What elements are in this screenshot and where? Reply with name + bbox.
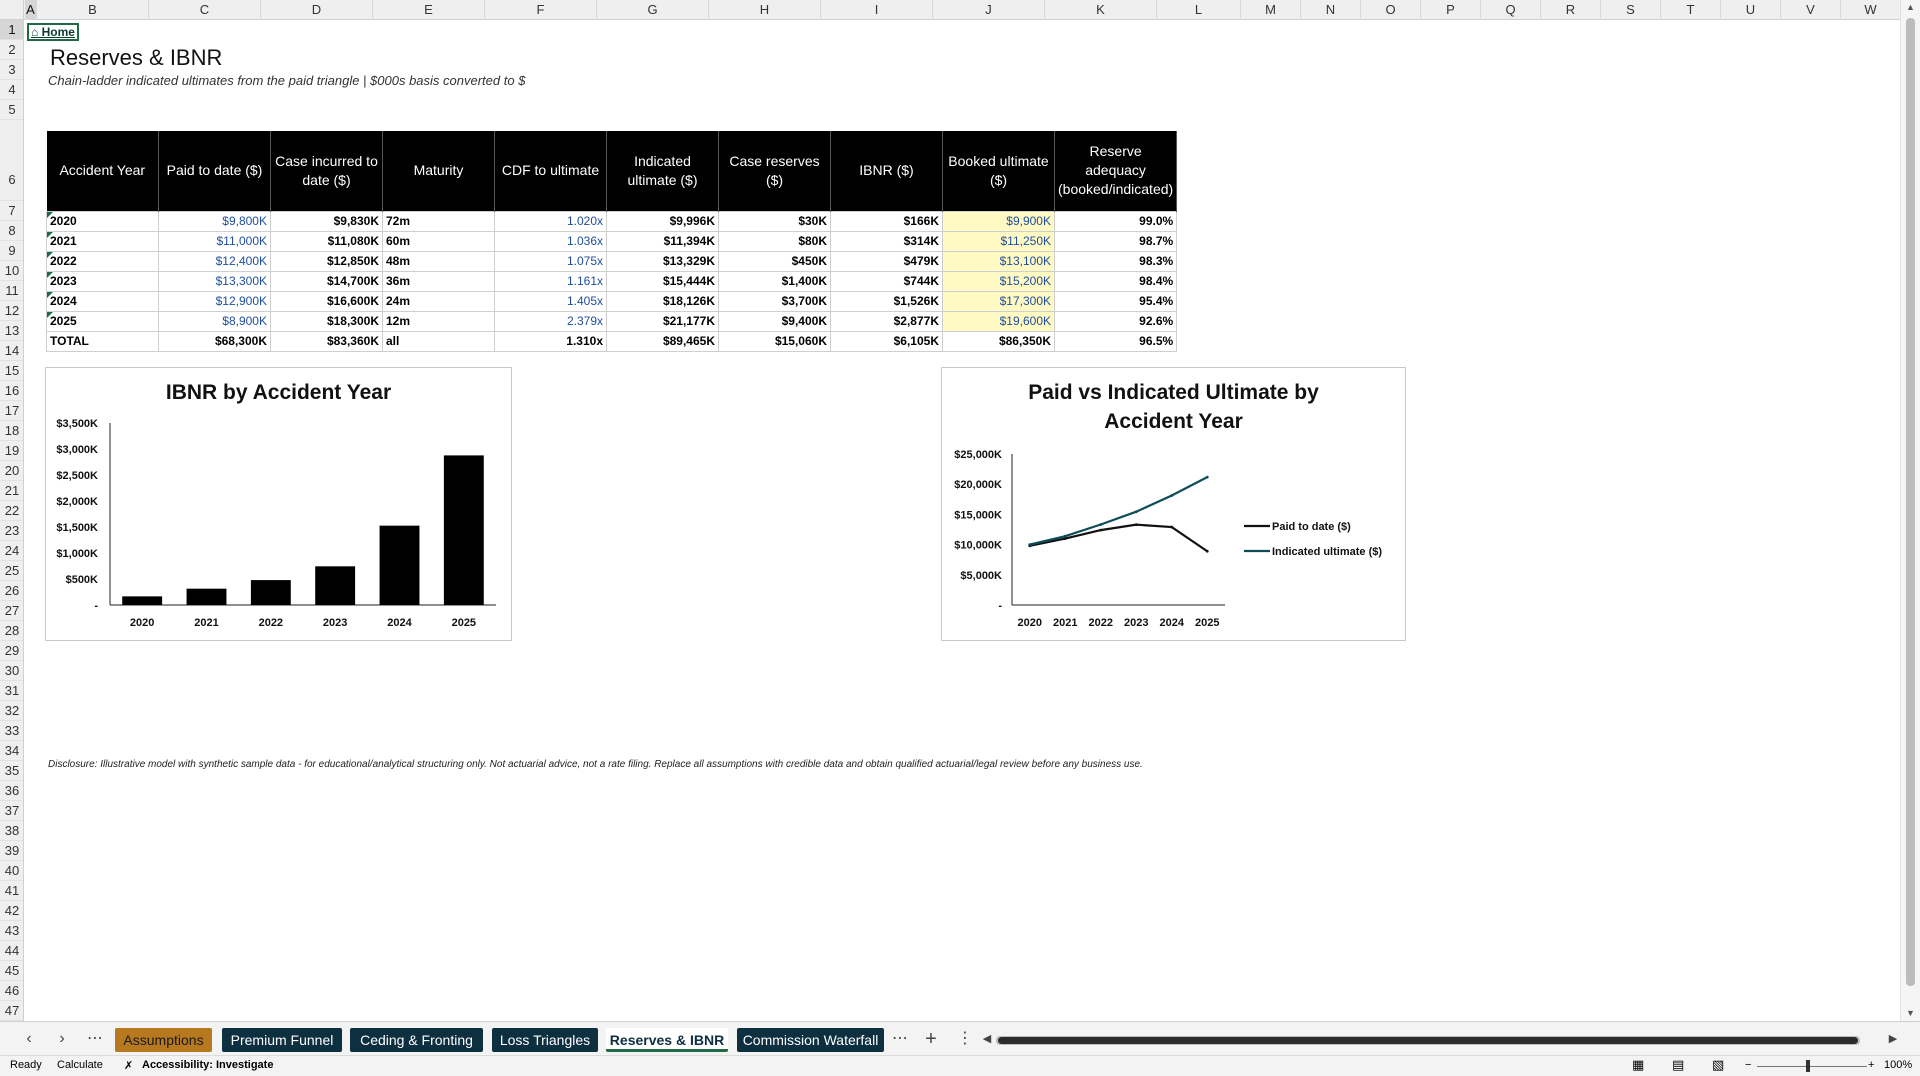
column-header[interactable]: R [1541, 0, 1601, 20]
table-cell[interactable]: 1.075x [495, 251, 607, 271]
more-sheets-icon[interactable]: ⋯ [87, 1030, 103, 1047]
row-header[interactable]: 1 [0, 20, 24, 40]
table-cell[interactable]: $11,000K [159, 231, 271, 251]
row-header[interactable]: 3 [0, 60, 24, 80]
y-tick-label: $1,000K [56, 548, 98, 560]
bar-2020 [122, 596, 162, 605]
scroll-left-icon[interactable]: ◀ [982, 1033, 992, 1045]
row-header[interactable]: 40 [0, 861, 24, 881]
tab-reserves-ibnr[interactable]: Reserves & IBNR [606, 1028, 728, 1052]
series-line-1 [1030, 477, 1208, 545]
column-header[interactable]: E [373, 0, 485, 20]
row-header[interactable]: 23 [0, 521, 24, 541]
table-cell[interactable]: 72m [383, 211, 495, 231]
column-heading: Accident Year [47, 131, 159, 211]
sheet-grid[interactable] [25, 21, 1900, 1021]
table-cell[interactable]: $9,800K [159, 211, 271, 231]
column-header[interactable]: O [1361, 0, 1421, 20]
table-cell[interactable]: $744K [831, 271, 943, 291]
table-cell[interactable]: 48m [383, 251, 495, 271]
column-header[interactable]: C [149, 0, 261, 20]
column-header[interactable]: J [933, 0, 1045, 20]
chart-title: Paid vs Indicated Ultimate by Accident Year [1028, 381, 1319, 433]
table-cell[interactable]: $13,329K [607, 251, 719, 271]
table-cell[interactable]: $15,200K [943, 271, 1055, 291]
table-cell[interactable]: 99.0% [1055, 211, 1177, 231]
table-header-row [47, 131, 1177, 211]
column-heading: Indicated ultimate ($) [607, 131, 719, 211]
row-header[interactable]: 11 [0, 281, 24, 301]
table-row [47, 291, 1177, 311]
tab-options-icon[interactable]: ⋮ [957, 1030, 973, 1047]
tab-premium-funnel[interactable]: Premium Funnel [222, 1028, 342, 1052]
row-header[interactable]: 6 [0, 120, 24, 201]
zoom-out-icon[interactable]: − [1745, 1059, 1752, 1071]
table-cell[interactable]: $13,300K [159, 271, 271, 291]
x-tick-label: 2025 [451, 617, 477, 629]
column-heading: CDF to ultimate [495, 131, 607, 211]
bar-2025 [444, 455, 484, 605]
table-cell[interactable]: $11,394K [607, 231, 719, 251]
sheet-tab-bar [0, 1021, 1920, 1055]
table-cell[interactable]: $1,526K [831, 291, 943, 311]
column-header[interactable]: P [1421, 0, 1481, 20]
accessibility-status[interactable]: Accessibility: Investigate [142, 1059, 274, 1071]
paid-vs-ultimate-line-plot [942, 368, 1407, 642]
row-header[interactable]: 26 [0, 581, 24, 601]
zoom-in-icon[interactable]: + [1868, 1059, 1875, 1071]
y-tick-label: $10,000K [954, 539, 1002, 552]
column-header[interactable]: S [1601, 0, 1661, 20]
column-heading: IBNR ($) [831, 131, 943, 211]
y-tick-label: - [94, 600, 98, 612]
x-tick-label: 2022 [258, 617, 284, 629]
row-header[interactable]: 19 [0, 441, 24, 461]
row-header[interactable]: 13 [0, 321, 24, 341]
row-header[interactable]: 37 [0, 801, 24, 821]
row-header[interactable]: 21 [0, 481, 24, 501]
table-cell[interactable]: $11,250K [943, 231, 1055, 251]
table-cell[interactable]: 2025 [47, 311, 159, 331]
bar-2022 [251, 580, 291, 605]
table-cell[interactable]: $9,996K [607, 211, 719, 231]
column-header[interactable]: F [485, 0, 597, 20]
table-cell[interactable]: $17,300K [943, 291, 1055, 311]
row-header[interactable]: 38 [0, 821, 24, 841]
x-tick-label: 2024 [387, 617, 412, 629]
row-header[interactable]: 32 [0, 701, 24, 721]
y-tick-label: $3,500K [56, 418, 98, 430]
row-header[interactable]: 22 [0, 501, 24, 521]
row-header[interactable]: 12 [0, 301, 24, 321]
add-sheet-icon[interactable]: + [925, 1028, 937, 1050]
series-point [1099, 523, 1102, 526]
status-bar [0, 1055, 1920, 1076]
series-point [1099, 529, 1102, 532]
table-cell[interactable]: 95.4% [1055, 291, 1177, 311]
total-cell[interactable]: $6,105K [831, 331, 943, 351]
y-tick-label: $5,000K [960, 569, 1002, 582]
table-cell[interactable]: $30K [719, 211, 831, 231]
vertical-scrollbar[interactable] [1900, 0, 1920, 1021]
chart-title: IBNR by Accident Year [165, 381, 392, 404]
row-header[interactable]: 41 [0, 881, 24, 901]
total-cell[interactable]: $15,060K [719, 331, 831, 351]
row-header[interactable]: 42 [0, 901, 24, 921]
table-cell[interactable]: $18,126K [607, 291, 719, 311]
tab-loss-triangles[interactable]: Loss Triangles [492, 1028, 598, 1052]
column-header[interactable]: W [1841, 0, 1901, 20]
column-header[interactable]: Q [1481, 0, 1541, 20]
table-cell[interactable]: 12m [383, 311, 495, 331]
row-header[interactable]: 16 [0, 381, 24, 401]
x-tick-label: 2020 [1017, 617, 1042, 629]
table-cell[interactable]: 24m [383, 291, 495, 311]
row-header[interactable]: 2 [0, 40, 24, 60]
row-header[interactable]: 15 [0, 361, 24, 381]
next-sheet-icon[interactable]: › [59, 1030, 65, 1047]
column-header[interactable]: B [37, 0, 149, 20]
table-cell[interactable]: 98.7% [1055, 231, 1177, 251]
tab-ceding-fronting[interactable]: Ceding & Fronting [350, 1028, 483, 1052]
calculate-button[interactable]: Calculate [57, 1059, 103, 1071]
row-header[interactable]: 24 [0, 541, 24, 561]
ibnr-bar-chart-plot [46, 368, 513, 642]
table-cell[interactable]: 1.020x [495, 211, 607, 231]
series-point [1064, 535, 1067, 538]
y-tick-label: - [998, 600, 1002, 612]
table-cell[interactable]: 2.379x [495, 311, 607, 331]
total-cell[interactable]: all [383, 331, 495, 351]
y-tick-label: $3,000K [56, 444, 98, 456]
column-header[interactable]: T [1661, 0, 1721, 20]
table-cell[interactable]: $314K [831, 231, 943, 251]
y-tick-label: $1,500K [56, 522, 98, 534]
table-row [47, 211, 1177, 231]
bar-2024 [380, 526, 420, 605]
table-cell[interactable]: $11,080K [271, 231, 383, 251]
table-cell[interactable]: 36m [383, 271, 495, 291]
table-cell[interactable]: $450K [719, 251, 831, 271]
vertical-scroll-thumb[interactable] [1906, 18, 1915, 986]
y-tick-label: $2,500K [56, 470, 98, 482]
table-row [47, 271, 1177, 291]
x-tick-label: 2021 [194, 617, 219, 629]
y-tick-label: $15,000K [954, 509, 1002, 522]
x-tick-label: 2021 [1053, 617, 1078, 629]
table-cell[interactable]: 1.036x [495, 231, 607, 251]
row-header[interactable]: 36 [0, 781, 24, 801]
row-header[interactable]: 45 [0, 961, 24, 981]
row-header[interactable]: 27 [0, 601, 24, 621]
column-header[interactable]: L [1157, 0, 1241, 20]
row-header[interactable]: 7 [0, 201, 24, 221]
ibnr-bar-chart[interactable] [45, 367, 512, 641]
column-header[interactable]: U [1721, 0, 1781, 20]
bar-2023 [315, 566, 355, 605]
row-header[interactable]: 44 [0, 941, 24, 961]
table-cell[interactable]: $8,900K [159, 311, 271, 331]
table-cell[interactable]: $13,100K [943, 251, 1055, 271]
table-cell[interactable]: 92.6% [1055, 311, 1177, 331]
row-header[interactable]: 5 [0, 100, 24, 120]
total-cell[interactable]: 1.310x [495, 331, 607, 351]
row-header-bar [0, 20, 24, 1021]
table-cell[interactable]: $12,850K [271, 251, 383, 271]
total-cell[interactable]: $86,350K [943, 331, 1055, 351]
x-tick-label: 2020 [129, 617, 155, 629]
table-cell[interactable]: $80K [719, 231, 831, 251]
scroll-up-icon[interactable]: ▲ [1906, 2, 1915, 12]
page-title: Reserves & IBNR [50, 45, 223, 70]
total-cell[interactable]: $83,360K [271, 331, 383, 351]
series-point [1028, 543, 1031, 546]
column-header[interactable]: I [821, 0, 933, 20]
table-cell[interactable]: $479K [831, 251, 943, 271]
zoom-level[interactable]: 100% [1884, 1059, 1913, 1071]
home-link[interactable]: ⌂ Home [27, 23, 79, 41]
column-heading: Maturity [383, 131, 495, 211]
row-header[interactable]: 17 [0, 401, 24, 421]
table-cell[interactable]: 2022 [47, 251, 159, 271]
total-cell[interactable]: $68,300K [159, 331, 271, 351]
more-tabs-icon[interactable]: ⋯ [892, 1030, 908, 1047]
total-cell[interactable]: 96.5% [1055, 331, 1177, 351]
normal-view-icon[interactable]: ▦ [1632, 1057, 1645, 1072]
column-heading: Case incurred to date ($) [271, 131, 383, 211]
table-cell[interactable]: 2024 [47, 291, 159, 311]
prev-sheet-icon[interactable]: ‹ [26, 1030, 32, 1047]
column-header-bar [0, 0, 1900, 20]
table-cell[interactable]: $12,400K [159, 251, 271, 271]
column-header[interactable]: M [1241, 0, 1301, 20]
column-heading: Reserve adequacy (booked/indicated) [1055, 131, 1177, 211]
row-header[interactable]: 31 [0, 681, 24, 701]
table-cell[interactable]: $14,700K [271, 271, 383, 291]
table-row [47, 231, 1177, 251]
total-cell[interactable]: TOTAL [47, 331, 159, 351]
row-header[interactable]: 35 [0, 761, 24, 781]
row-header[interactable]: 9 [0, 241, 24, 261]
y-tick-label: $2,000K [56, 496, 98, 508]
series-point [1170, 494, 1173, 497]
column-header[interactable]: A [25, 0, 37, 20]
row-header[interactable]: 25 [0, 561, 24, 581]
table-cell[interactable]: 2021 [47, 231, 159, 251]
table-row [47, 251, 1177, 271]
row-header[interactable]: 29 [0, 641, 24, 661]
x-tick-label: 2023 [322, 617, 348, 629]
table-body [47, 211, 1177, 351]
table-cell[interactable]: $16,600K [271, 291, 383, 311]
column-header[interactable]: N [1301, 0, 1361, 20]
zoom-slider[interactable] [1757, 1066, 1867, 1067]
paid-vs-ultimate-line-chart[interactable] [941, 367, 1406, 641]
row-header[interactable]: 46 [0, 981, 24, 1001]
table-cell[interactable]: 2023 [47, 271, 159, 291]
column-header[interactable]: K [1045, 0, 1157, 20]
x-tick-label: 2023 [1124, 617, 1149, 629]
series-point [1206, 550, 1209, 553]
legend-label: Indicated ultimate ($) [1272, 546, 1383, 558]
table-cell[interactable]: 2020 [47, 211, 159, 231]
accessibility-icon[interactable]: ✗ [124, 1060, 134, 1072]
table-total-row [47, 331, 1177, 351]
table-cell[interactable]: $9,400K [719, 311, 831, 331]
row-header[interactable]: 34 [0, 741, 24, 761]
table-cell[interactable]: $166K [831, 211, 943, 231]
column-header[interactable]: D [261, 0, 373, 20]
series-point [1206, 476, 1209, 479]
row-header[interactable]: 20 [0, 461, 24, 481]
row-header[interactable]: 30 [0, 661, 24, 681]
horizontal-scrollbar[interactable] [996, 1036, 1860, 1045]
table-cell[interactable]: 1.161x [495, 271, 607, 291]
table-cell[interactable]: $18,300K [271, 311, 383, 331]
row-header[interactable]: 39 [0, 841, 24, 861]
x-tick-label: 2025 [1195, 617, 1220, 629]
tab-commission-waterfall[interactable]: Commission Waterfall [737, 1028, 884, 1052]
bar-2021 [187, 589, 227, 605]
row-header[interactable]: 47 [0, 1001, 24, 1021]
row-header[interactable]: 14 [0, 341, 24, 361]
table-row [47, 311, 1177, 331]
table-cell[interactable]: 98.3% [1055, 251, 1177, 271]
row-header[interactable]: 18 [0, 421, 24, 441]
select-all-corner[interactable] [0, 0, 24, 20]
row-header[interactable]: 4 [0, 80, 24, 100]
horizontal-scroll-thumb[interactable] [998, 1037, 1858, 1044]
status-ready: Ready [10, 1059, 42, 1071]
legend-label: Paid to date ($) [1272, 521, 1351, 533]
column-heading: Booked ultimate ($) [943, 131, 1055, 211]
page-break-preview-icon[interactable]: ▧ [1712, 1057, 1725, 1072]
reserves-table [46, 131, 1177, 352]
table-cell[interactable]: $2,877K [831, 311, 943, 331]
column-heading: Paid to date ($) [159, 131, 271, 211]
table-cell[interactable]: 60m [383, 231, 495, 251]
series-point [1170, 526, 1173, 529]
table-cell[interactable]: $19,600K [943, 311, 1055, 331]
scroll-down-icon[interactable]: ▼ [1906, 1008, 1915, 1018]
series-point [1135, 523, 1138, 526]
row-header[interactable]: 8 [0, 221, 24, 241]
total-cell[interactable]: $89,465K [607, 331, 719, 351]
page-subtitle: Chain-ladder indicated ultimates from the paid triangle | $000s basis converted to $ [48, 73, 526, 88]
row-header[interactable]: 33 [0, 721, 24, 741]
table-cell[interactable]: $9,830K [271, 211, 383, 231]
table-cell[interactable]: $3,700K [719, 291, 831, 311]
row-header[interactable]: 10 [0, 261, 24, 281]
table-cell[interactable]: $21,177K [607, 311, 719, 331]
table-cell[interactable]: $1,400K [719, 271, 831, 291]
table-cell[interactable]: 1.405x [495, 291, 607, 311]
y-tick-label: $500K [65, 574, 98, 586]
tab-assumptions[interactable]: Assumptions [115, 1028, 212, 1052]
table-cell[interactable]: 98.4% [1055, 271, 1177, 291]
column-header[interactable]: H [709, 0, 821, 20]
column-header[interactable]: V [1781, 0, 1841, 20]
zoom-slider-thumb[interactable] [1806, 1060, 1810, 1072]
row-header[interactable]: 43 [0, 921, 24, 941]
scroll-right-icon[interactable]: ▶ [1888, 1033, 1898, 1045]
y-tick-label: $20,000K [954, 479, 1002, 492]
column-header[interactable]: G [597, 0, 709, 20]
table-cell[interactable]: $9,900K [943, 211, 1055, 231]
row-header[interactable]: 28 [0, 621, 24, 641]
x-tick-label: 2022 [1088, 617, 1113, 629]
table-cell[interactable]: $12,900K [159, 291, 271, 311]
y-tick-label: $25,000K [954, 449, 1002, 461]
page-layout-icon[interactable]: ▤ [1672, 1057, 1685, 1072]
series-point [1135, 510, 1138, 513]
table-cell[interactable]: $15,444K [607, 271, 719, 291]
disclosure-note: Disclosure: Illustrative model with synthetic sample data - for educational/analytical structuring only. Not actuarial advice, not a rate filing. Replace all assumptions with credible data and obtain qualified actuarial/legal review before any business use. [48, 759, 1143, 770]
x-tick-label: 2024 [1159, 617, 1184, 629]
column-heading: Case reserves ($) [719, 131, 831, 211]
